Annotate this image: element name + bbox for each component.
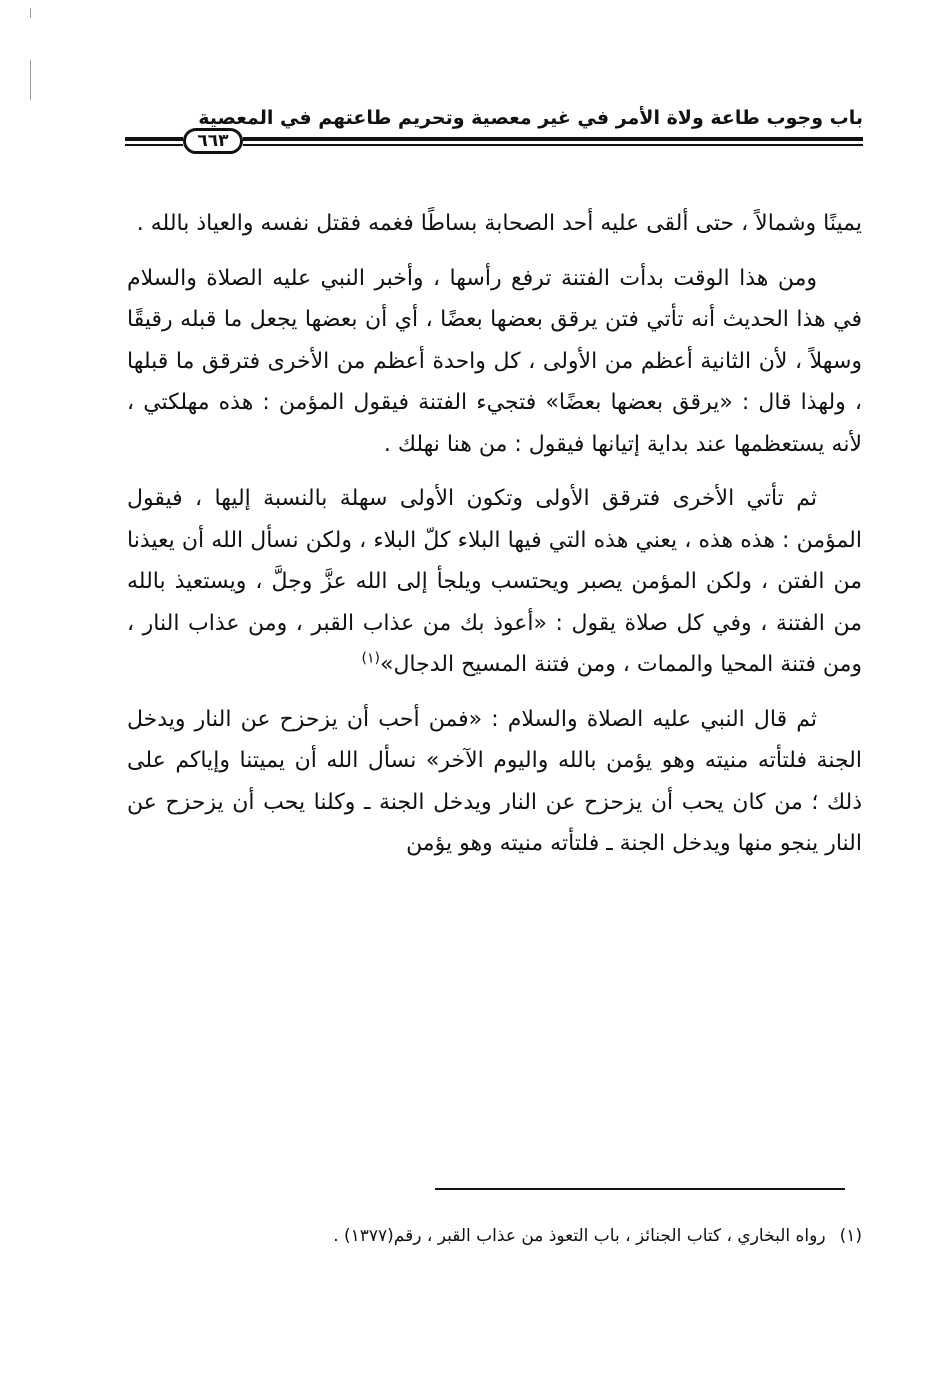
footnote-reference: (١) xyxy=(361,650,380,667)
scan-artifact-mark xyxy=(30,60,31,100)
footnote xyxy=(127,1222,862,1250)
paragraph: ثم قال النبي عليه الصلاة والسلام : «فمن أحب أن يزحزح عن النار ويدخل الجنة فلتأته منيته وهو يؤمن بالله واليوم الآخر» نسأل الله أن يميتنا وإياكم على ذلك ؛ من كان يحب أن يزحزح عن النار ويدخل الجنة ـ وكلنا يحب أن يزحزح عن النار ينجو منها ويدخل الجنة ـ فلتأته منيته وهو يؤمن xyxy=(127,706,862,856)
paragraph: يمينًا وشمالاً ، حتى ألقى عليه أحد الصحابة بساطًا فغمه فقتل نفسه والعياذ بالله . xyxy=(136,211,862,236)
footnote-number: (١) xyxy=(839,1226,862,1246)
page-number: ٦٦٣ xyxy=(183,128,243,154)
paragraph xyxy=(127,478,862,686)
header-rule-left xyxy=(125,137,183,147)
paragraph-text: ثم تأتي الأخرى فترقق الأولى وتكون الأولى سهلة بالنسبة إليها ، فيقول المؤمن : هذه هذه ، يعني هذه التي فيها البلاء كلّ البلاء ، ولكن نسأل الله أن يعيذنا من الفتن ، ولكن المؤمن يصبر ويحتسب ويلجأ إلى الله عزَّ وجلَّ ، ويستعيذ بالله من الفتنة ، وفي كل صلاة يقول : «أعوذ بك من عذاب القبر ، ومن عذاب النار ، ومن فتنة المحيا والممات ، ومن فتنة المسيح الدجال» xyxy=(127,486,862,677)
header-rule xyxy=(125,127,863,157)
scan-artifact-mark xyxy=(30,8,31,18)
footnote-separator xyxy=(435,1188,845,1190)
running-title: باب وجوب طاعة ولاة الأمر في غير معصية وتحريم طاعتهم في المعصية xyxy=(198,107,863,129)
body-text xyxy=(127,203,862,878)
header-rule-right xyxy=(243,137,863,147)
footnote-text: رواه البخاري ، كتاب الجنائز ، باب التعوذ من عذاب القبر ، رقم(١٣٧٧) . xyxy=(333,1226,826,1246)
paragraph: ومن هذا الوقت بدأت الفتنة ترفع رأسها ، وأخبر النبي عليه الصلاة والسلام في هذا الحديث أنه تأتي فتن يرقق بعضها بعضًا ، أي أن بعضها يجعل ما قبله رقيقًا وسهلاً ، لأن الثانية أعظم من الأولى ، كل واحدة أعظم من الأخرى فترقق ما قبلها ، ولهذا قال : «يرقق بعضها بعضًا» فتجيء الفتنة فيقول المؤمن : هذه مهلكتي ، لأنه يستعظمها عند بداية إتيانها فيقول : من هنا نهلك . xyxy=(127,265,862,457)
